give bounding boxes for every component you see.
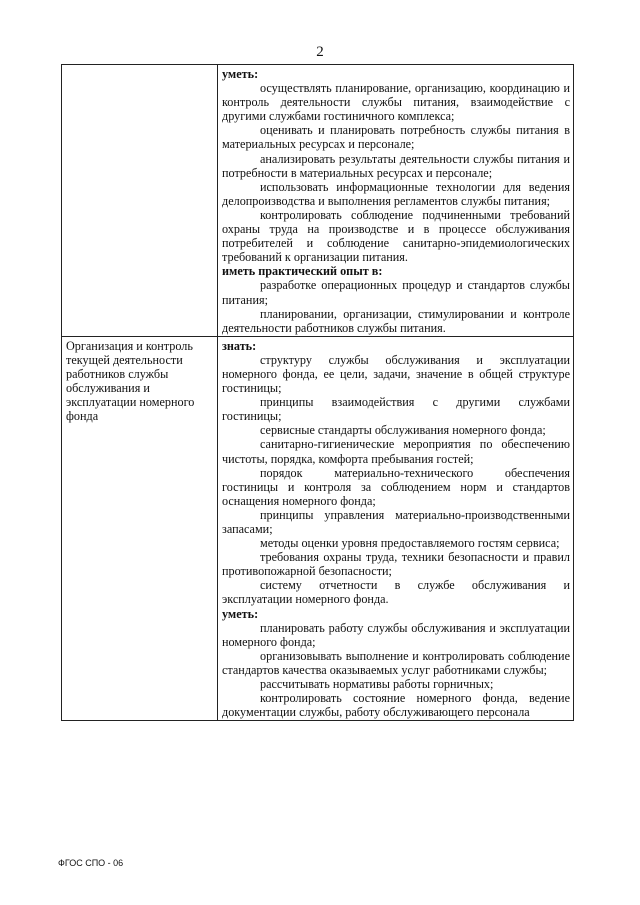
requirement-item: планировать работу службы обслуживания и эксплуатации номерного фонда; — [222, 620, 570, 649]
requirement-item: сервисные стандарты обслуживания номерного фонда; — [260, 423, 546, 438]
requirement-item: порядок материально-технического обеспечения гостиницы и контроля за соблюдением норм и стандартов оснащения номерного фонда; — [222, 465, 570, 508]
requirement-item: санитарно-гигиенические мероприятия по обеспечению чистоты, порядка, комфорта пребывания гостей; — [222, 437, 570, 466]
requirement-item: систему отчетности в службе обслуживания и эксплуатации номерного фонда. — [222, 578, 570, 607]
requirement-item: разработке операционных процедур и стандартов службы питания; — [222, 278, 570, 307]
section-heading: знать: — [222, 338, 257, 353]
requirement-item: структуру службы обслуживания и эксплуатации номерного фонда, ее цели, задачи, значение в общей структуре гостиницы; — [222, 352, 570, 396]
competency-table — [61, 64, 574, 721]
section-heading: уметь: — [222, 67, 259, 81]
requirement-item: использовать информационные технологии для ведения делопроизводства и выполнения регламентов службы питания; — [222, 179, 570, 208]
competency-cell — [62, 65, 218, 337]
requirement-item: организовывать выполнение и контролировать соблюдение стандартов качества оказываемых услуг работниками службы; — [222, 648, 570, 677]
requirement-item: контролировать состояние номерного фонда, ведение документации службы, работу обслуживающего персонала — [222, 691, 570, 720]
competency-cell — [62, 336, 218, 721]
competency-name: Организация и контроль текущей деятельности работников службы обслуживания и эксплуатации номерного фонда — [66, 338, 195, 424]
section-heading: иметь практический опыт в: — [222, 264, 383, 279]
requirement-item: осуществлять планирование, организацию, координацию и контроль деятельности службы питания, взаимодействие с другими службами гостиничного комплекса; — [222, 81, 570, 124]
requirement-item: рассчитывать нормативы работы горничных; — [260, 677, 494, 692]
requirement-item: контролировать соблюдение подчиненными требований охраны труда на производстве и в процессе обслуживания потребителей и соблюдение санитарно-эпидемиологических требований к организации питания. — [222, 207, 570, 265]
requirement-item: планировании, организации, стимулировании и контроле деятельности работников службы питания. — [222, 306, 570, 335]
section-heading: уметь: — [222, 606, 259, 621]
requirements-cell — [218, 65, 574, 337]
table-row — [62, 336, 574, 721]
requirement-item: принципы взаимодействия с другими службами гостиницы; — [222, 395, 570, 424]
requirements-cell — [218, 336, 574, 721]
table-row — [62, 65, 574, 337]
requirement-item: анализировать результаты деятельности службы питания и потребности в материальных ресурсах и персонале; — [222, 151, 570, 180]
requirement-item: методы оценки уровня предоставляемого гостям сервиса; — [260, 536, 560, 551]
requirement-item: оценивать и планировать потребность службы питания в материальных ресурсах и персонале; — [222, 123, 570, 152]
requirement-item: требования охраны труда, техники безопасности и правил противопожарной безопасности; — [222, 550, 570, 579]
document-footer: ФГОС СПО - 06 — [58, 858, 124, 868]
page-number: 2 — [316, 44, 324, 60]
requirement-item: принципы управления материально-производственными запасами; — [222, 507, 570, 536]
